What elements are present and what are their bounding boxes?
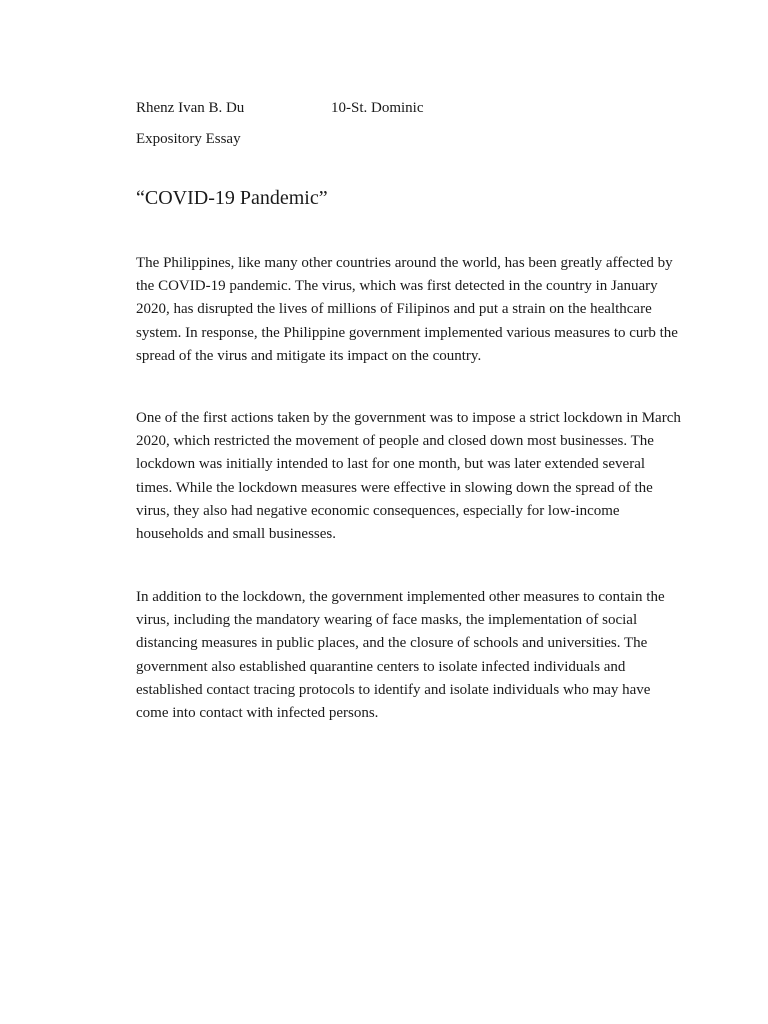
class-section: 10-St. Dominic — [331, 100, 424, 116]
paragraph-2: One of the first actions taken by the government was to impose a strict lockdown in March 2020, which restricted the movement of people and closed down most businesses. The lockdown was initially intended to last for one month, but was later extended several times. While the lockdown measures were effective in slowing down the spread of the virus, they also had negative economic consequences, especially for low-income households and small businesses. — [136, 410, 681, 543]
paragraph-3: In addition to the lockdown, the government implemented other measures to contain the virus, including the mandatory wearing of face masks, the implementation of social distancing measures in public places, and the closure of schools and universities. The government also established quarantine centers to isolate infected individuals and established contact tracing protocols to identify and isolate individuals who may have come into contact with infected persons. — [136, 589, 665, 722]
paragraph-1: The Philippines, like many other countries around the world, has been greatly affected by the COVID-19 pandemic. The virus, which was first detected in the country in January 2020, has disrupted the lives of millions of Filipinos and put a strain on the healthcare system. In response, the Philippine government implemented various measures to curb the spread of the virus and mitigate its impact on the country. — [136, 255, 678, 364]
author-name: Rhenz Ivan B. Du — [136, 100, 245, 116]
essay-title: “COVID-19 Pandemic” — [136, 187, 328, 209]
essay-type: Expository Essay — [136, 131, 241, 147]
